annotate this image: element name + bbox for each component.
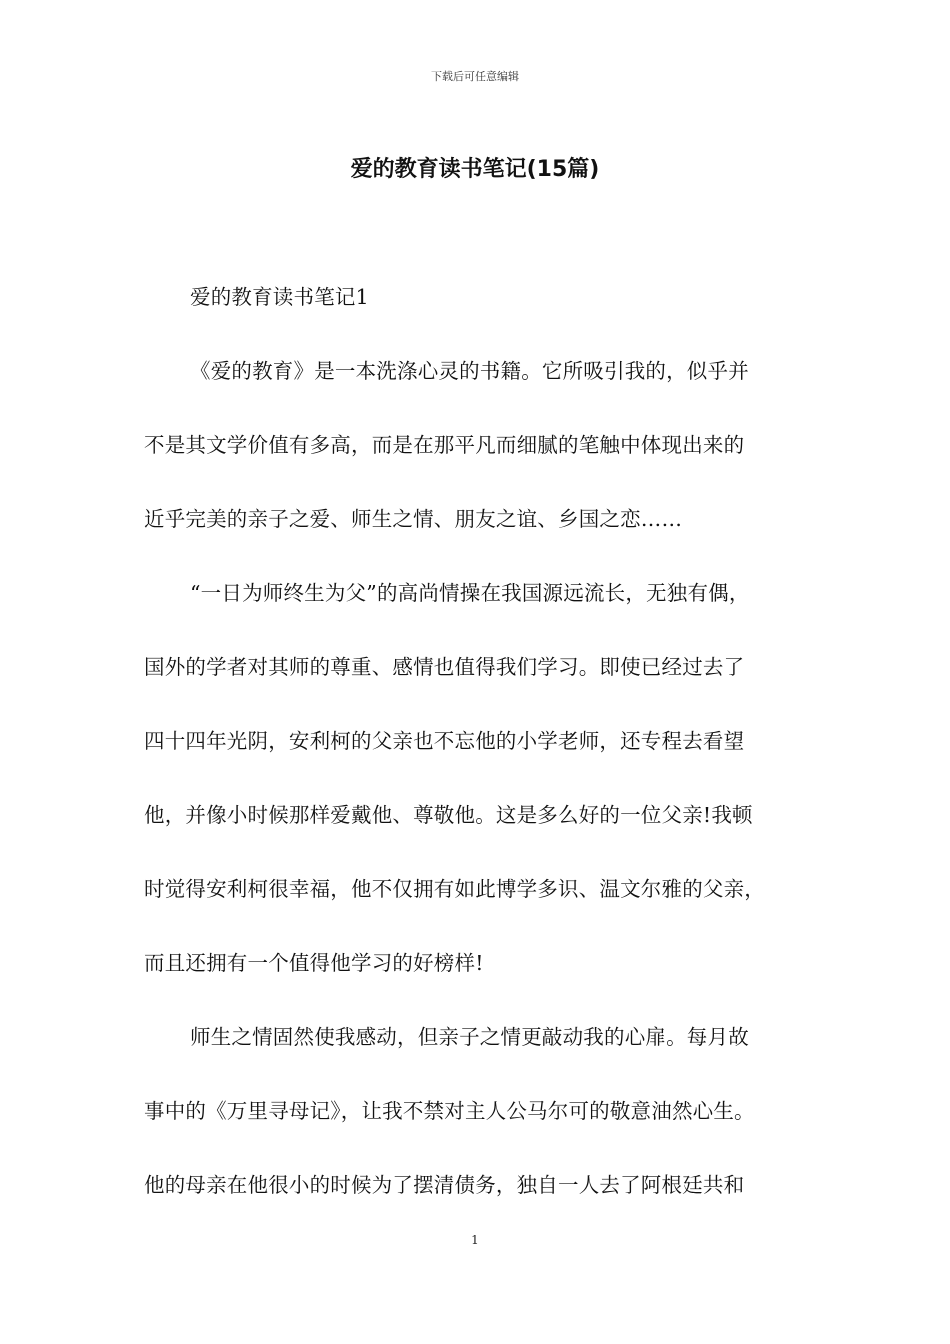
paragraph-line: 时觉得安利柯很幸福，他不仅拥有如此博学多识、温文尔雅的父亲， (144, 877, 765, 901)
paragraph-line: 近乎完美的亲子之爱、师生之情、朋友之谊、乡国之恋…… (144, 507, 683, 531)
paragraph-line: 《爱的教育》是一本洗涤心灵的书籍。它所吸引我的，似乎并 (190, 359, 749, 383)
paragraph-line: 事中的《万里寻母记》，让我不禁对主人公马尔可的敬意油然心生。 (144, 1099, 755, 1123)
page-number: 1 (471, 1233, 479, 1247)
paragraph-line: 国外的学者对其师的尊重、感情也值得我们学习。即使已经过去了 (144, 655, 745, 679)
paragraph-line: “一日为师终生为父”的高尚情操在我国源远流长，无独有偶， (190, 581, 750, 605)
paragraph-line: 不是其文学价值有多高，而是在那平凡而细腻的笔触中体现出来的 (144, 433, 745, 457)
section-heading: 爱的教育读书笔记1 (190, 285, 369, 309)
document-body (144, 282, 816, 1244)
paragraph-line: 而且还拥有一个值得他学习的好榜样! (144, 951, 484, 975)
paragraph-line: 师生之情固然使我感动，但亲子之情更敲动我的心扉。每月故 (190, 1025, 749, 1049)
header-note: 下载后可任意编辑 (431, 70, 519, 83)
paragraph-line: 他，并像小时候那样爱戴他、尊敬他。这是多么好的一位父亲!我顿 (144, 803, 753, 827)
document-title: 爱的教育读书笔记(15篇) (350, 157, 600, 182)
paragraph-line: 四十四年光阴，安利柯的父亲也不忘他的小学老师，还专程去看望 (144, 729, 745, 753)
paragraph-line: 他的母亲在他很小的时候为了摆清债务，独自一人去了阿根廷共和 (144, 1173, 745, 1197)
